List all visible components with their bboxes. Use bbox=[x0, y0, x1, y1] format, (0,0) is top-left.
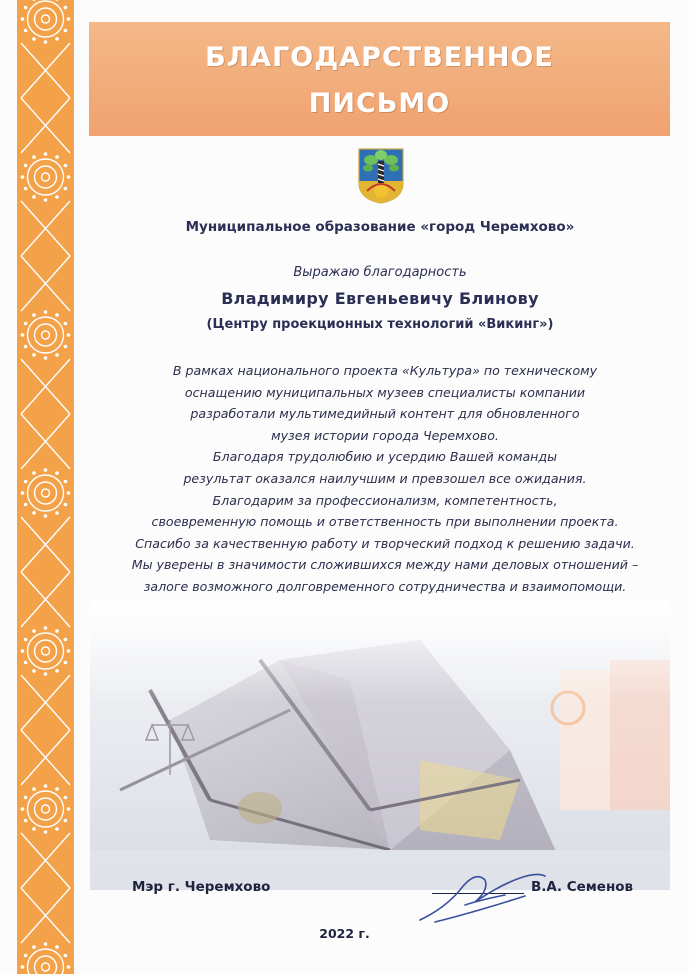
museum-interior-image bbox=[90, 600, 670, 890]
body-line: В рамках национального проекта «Культура» по техническому bbox=[172, 363, 598, 378]
letter-year: 2022 г. bbox=[319, 926, 370, 941]
body-line: залоге возможного долговременного сотрудничества и взаимопомощи. bbox=[143, 578, 627, 594]
body-line: своевременную помощь и ответственность при выполнении проекта. bbox=[151, 514, 619, 530]
body-line: результат оказался наилучшим и превзошел все ожидания. bbox=[183, 470, 587, 486]
ornament-pattern bbox=[17, 0, 74, 974]
letter-body bbox=[100, 360, 670, 598]
header-banner bbox=[89, 22, 670, 136]
body-line: разработали мультимедийный контент для обновленного bbox=[190, 406, 580, 422]
body-line: Благодарим за профессионализм, компетентность, bbox=[212, 492, 558, 508]
title-line-1: БЛАГОДАРСТВЕННОЕ bbox=[205, 42, 554, 73]
recipient-name: Владимиру Евгеньевичу Блинову bbox=[221, 289, 539, 308]
body-line: Благодаря трудолюбию и усердию Вашей команды bbox=[212, 449, 558, 465]
body-line: музея истории города Черемхово. bbox=[271, 427, 499, 443]
municipality-name: Муниципальное образование «город Черемхово» bbox=[185, 219, 575, 235]
title-line-2: ПИСЬМО bbox=[308, 88, 451, 119]
recipient-organization: (Центру проекционных технологий «Викинг») bbox=[206, 317, 554, 332]
body-line: Мы уверены в значимости сложившихся между нами деловых отношений – bbox=[131, 557, 639, 573]
mayor-name: В.А. Семенов bbox=[531, 879, 634, 895]
mayor-title: Мэр г. Черемхово bbox=[132, 879, 271, 895]
body-line: Спасибо за качественную работу и творческий подход к решению задачи. bbox=[135, 535, 635, 551]
gratitude-phrase: Выражаю благодарность bbox=[293, 265, 467, 280]
coat-of-arms-icon bbox=[357, 147, 405, 205]
ornamental-strip bbox=[17, 0, 74, 974]
body-line: оснащению муниципальных музеев специалисты компании bbox=[184, 384, 586, 400]
